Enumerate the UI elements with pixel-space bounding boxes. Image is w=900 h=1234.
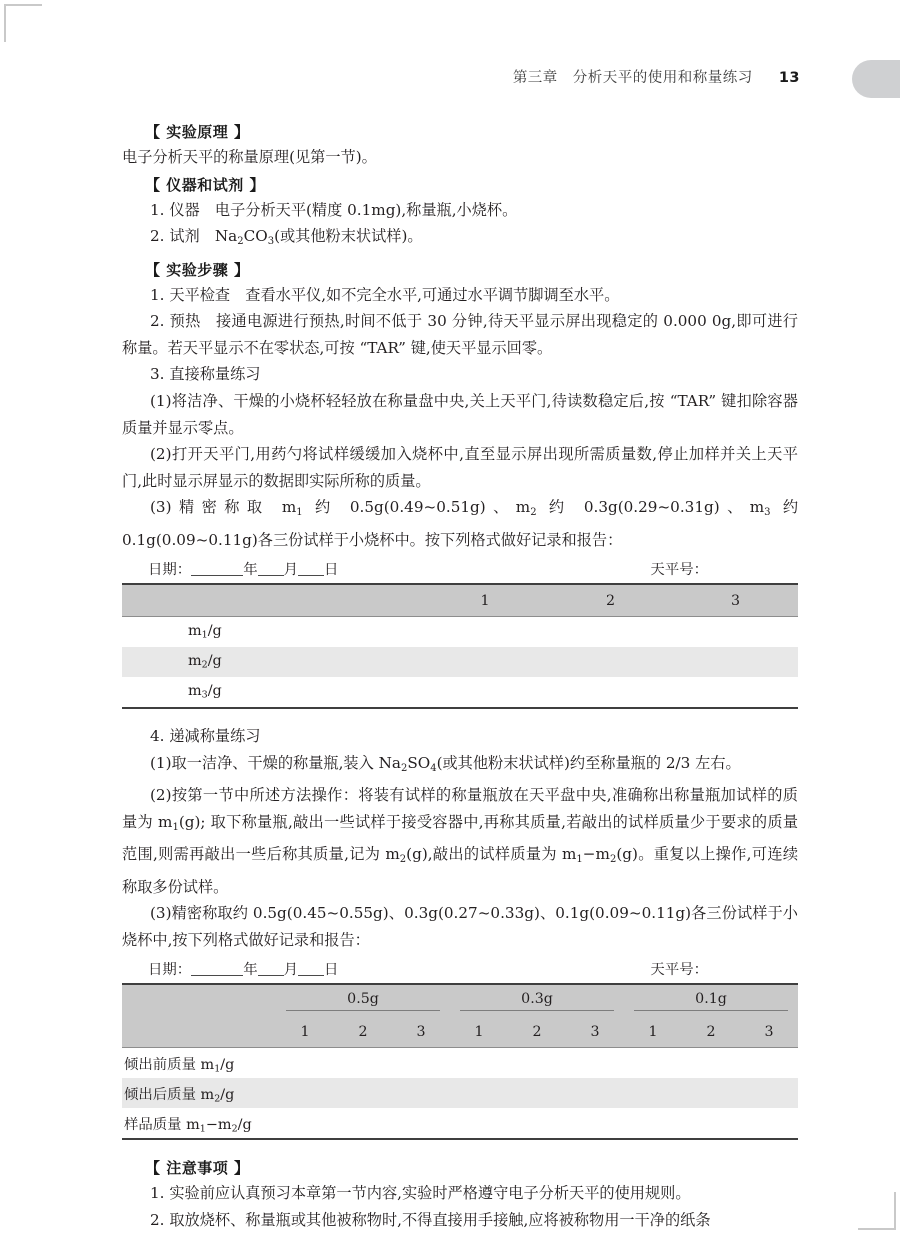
m-sub-c: 1 [576,854,583,866]
year-label: 年 [243,962,258,979]
table-2-cell[interactable] [740,1108,798,1139]
table-1-header-row [122,584,798,617]
m2-text: m [188,653,202,670]
table-2-cell[interactable] [566,1108,624,1139]
step-3-3-b: 约 0.5g(0.49~0.51g)、m [302,498,531,517]
table-2-sub-01g-3: 3 [764,1023,774,1040]
record-table-decremental-weighing [122,983,798,1140]
m-sub-3: 3 [764,507,771,519]
m1-text: m [188,623,202,640]
page-number: 13 [778,70,800,86]
m-sub-1: 1 [296,507,303,519]
table-2-sub-01g-1: 1 [648,1023,658,1040]
reagent-sub-2: 3 [267,235,275,247]
table-2-cell[interactable] [334,1108,392,1139]
step-4-2-c: (g),敲出的试样质量为 m [406,845,577,864]
table-2-cell[interactable] [334,1078,392,1108]
table-1-cell[interactable] [422,677,548,708]
table-row [122,1048,798,1079]
na2so4-sub-2: 4 [430,762,437,774]
table-1-cell[interactable] [548,617,673,648]
table-2-row-label-after [122,1078,276,1108]
table-2-cell[interactable] [392,1048,450,1079]
table-2-group-01g [624,984,798,1016]
table-1-header-col-1: 1 [480,592,490,609]
date-year-blank[interactable] [191,975,243,976]
table-2-header-blank [122,984,276,1048]
table-row [122,1078,798,1108]
table-1-head [122,584,798,617]
table-2-group-header-row [122,984,798,1016]
table-2-cell[interactable] [740,1048,798,1079]
sample-mass-minus: −m [205,1116,232,1133]
na2so4-sub-1: 2 [400,762,408,774]
after-mass-unit: /g [220,1086,235,1103]
section-heading-steps: 【 实验步骤 】 [145,260,250,279]
table-2-group-03g [450,984,624,1016]
day-label: 日 [324,962,339,979]
table-2-cell[interactable] [682,1108,740,1139]
date-label: 日期： [148,562,192,579]
table-2-cell[interactable] [392,1078,450,1108]
section-heading-notes: 【 注意事项 】 [145,1159,250,1178]
note-2: 2. 取放烧杯、称量瓶或其他被称物时,不得直接用手接触,应将被称物用一干净的纸条 [150,1211,711,1230]
reagent-sub-1: 2 [237,235,244,247]
before-mass-unit: /g [220,1056,235,1073]
table-2-cell[interactable] [682,1048,740,1079]
m-sub-2: 2 [530,507,537,519]
table-1-body [122,617,798,709]
date-line-table-2 [122,959,798,981]
table-2-cell[interactable] [624,1108,682,1139]
step-3-3 [122,494,798,553]
m3-unit: /g [207,683,222,700]
group-rule-01g [634,1010,788,1011]
step-4-title: 4. 递减称量练习 [150,727,261,746]
step-4-3: (3)精密称取约 0.5g(0.45~0.55g)、0.3g(0.27~0.33g)、0.1g(0.09~0.11g)各三份试样于小烧杯中,按下列格式做好记录和报告： [122,904,798,949]
balance-number-label: 天平号： [650,962,708,979]
table-1-cell[interactable] [422,647,548,677]
table-2-sub-03g-1: 1 [474,1023,484,1040]
after-mass-text: 倾出后质量 m [124,1086,215,1103]
table-2-cell[interactable] [508,1108,566,1139]
reagent-text-post: (或其他粉末状试样)。 [274,227,423,246]
date-label: 日期： [148,962,192,979]
table-1-cell[interactable] [673,647,798,677]
step-4-1-post: (或其他粉末状试样)约至称量瓶的 2/3 左右。 [436,753,741,772]
table-2-cell[interactable] [334,1048,392,1079]
running-header [0,66,800,87]
table-2-body [122,1048,798,1140]
step-4-2 [122,782,798,900]
table-1-header-col-3: 3 [730,592,741,609]
section-heading-principle: 【 实验原理 】 [145,123,250,141]
date-line-table-1 [122,559,798,581]
step-4-1 [122,750,798,782]
after-mass-subscript: 2 [214,1093,221,1105]
table-2-cell[interactable] [566,1048,624,1079]
m1-subscript: 1 [201,630,208,642]
table-1-row-label-m1 [122,617,422,648]
step-3-3-a: (3)精密称取 m [150,498,297,517]
table-2-cell[interactable] [450,1108,508,1139]
group-label-05g: 0.5g [347,990,379,1007]
table-2-spacer [122,1140,798,1154]
date-month-blank[interactable] [258,975,284,976]
before-mass-subscript: 1 [214,1063,221,1075]
table-1-cell[interactable] [673,617,798,648]
table-2-sub-05g-1: 1 [300,1023,310,1040]
table-2-sub-01g-2: 2 [706,1023,716,1040]
date-year-blank[interactable] [191,575,243,576]
m1-unit: /g [207,623,222,640]
thumb-index-tab [852,60,900,98]
table-2-head [122,984,798,1048]
table-2-cell[interactable] [450,1078,508,1108]
m2-unit: /g [207,653,222,670]
balance-number-label: 天平号： [650,562,708,579]
table-row [122,1108,798,1139]
step-3-1: (1)将洁净、干燥的小烧杯轻轻放在称量盘中央,关上天平门,待读数稳定后,按 “TAR” 键扣除容器质量并显示零点。 [122,391,798,437]
table-1-spacer [122,709,798,723]
month-label: 月 [283,962,298,979]
table-2-cell[interactable] [276,1078,334,1108]
table-2-group-05g [276,984,450,1016]
date-month-blank[interactable] [258,575,284,576]
table-1-cell[interactable] [422,617,548,648]
table-1-cell[interactable] [548,647,673,677]
step-1: 1. 天平检查 查看水平仪,如不完全水平,可通过水平调节脚调至水平。 [150,285,620,304]
table-2-cell[interactable] [740,1078,798,1108]
note-1: 1. 实验前应认真预习本章第一节内容,实验时严格遵守电子分析天平的使用规则。 [150,1184,691,1203]
apparatus-item-1: 1. 仪器 电子分析天平(精度 0.1mg),称量瓶,小烧杯。 [150,200,518,219]
date-day-blank[interactable] [298,975,324,976]
day-label: 日 [324,562,339,579]
table-1-row-label-m2 [122,647,422,677]
table-row [122,617,798,648]
page-content [122,118,798,1234]
table-2-cell[interactable] [450,1048,508,1079]
sample-mass-text: 样品质量 m [124,1116,200,1133]
table-row [122,647,798,677]
table-1-cell[interactable] [548,677,673,708]
step-3-3-c: 约 0.3g(0.29~0.31g)、m [536,498,765,517]
group-label-01g: 0.1g [695,990,727,1007]
table-2-sub-03g-2: 2 [532,1023,542,1040]
table-1-cell[interactable] [673,677,798,708]
table-2-cell[interactable] [508,1048,566,1079]
table-1-row-label-m3 [122,677,422,708]
table-2-row-label-sample [122,1108,276,1139]
step-4-2-e: (g)。重复以上操作,可连续称取多份试样。 [122,845,799,896]
m-sub-d: 2 [609,854,617,866]
step-4-2-d: −m [582,845,610,864]
step-4-1-pre: (1)取一洁净、干燥的称量瓶,装入 Na [150,753,401,772]
reagent-text-pre: 2. 试剂 Na [150,227,238,246]
sample-mass-subscript-1: 1 [199,1123,206,1135]
date-day-blank[interactable] [298,575,324,576]
table-2-cell[interactable] [276,1048,334,1079]
table-2-cell[interactable] [682,1078,740,1108]
record-table-direct-weighing [122,583,798,709]
m3-subscript: 3 [201,690,208,702]
step-3-2: (2)打开天平门,用药勺将试样缓缓加入烧杯中,直至显示屏出现所需质量数,停止加样并关上天平门,此时显示屏显示的数据即实际所称的质量。 [122,445,798,490]
table-row [122,677,798,708]
table-2-sub-03g-3: 3 [590,1023,600,1040]
month-label: 月 [283,562,298,579]
m2-subscript: 2 [201,660,208,672]
step-2: 2. 预热 接通电源进行预热,时间不低于 30 分钟,待天平显示屏出现稳定的 0.000 0g,即可进行称量。若天平显示不在零状态,可按 “TAR” 键,使天平显示回零。 [122,312,798,357]
crop-mark-bottom-right [858,1192,896,1230]
principle-text: 电子分析天平的称量原理(见第一节)。 [122,148,377,166]
m3-text: m [188,683,202,700]
group-label-03g: 0.3g [521,990,553,1007]
step-4-2-b: (g); 取下称量瓶,敲出一些试样于接受容器中,再称其质量,若敲出的试样质量少于要求的质量范围,则需再敲出一些后称其质量,记为 m [122,812,799,864]
group-rule-05g [286,1010,440,1011]
group-rule-03g [460,1010,614,1011]
step-4-2-a: (2)按第一节中所述方法操作：将装有试样的称量瓶放在天平盘中央,准确称出称量瓶加试样的质量为 m [122,786,798,831]
table-2-cell[interactable] [624,1048,682,1079]
sample-mass-subscript-2: 2 [231,1123,238,1135]
m-sub-b: 2 [399,854,407,866]
sample-mass-unit: /g [237,1116,252,1133]
table-2-cell[interactable] [566,1078,624,1108]
apparatus-item-2 [122,223,798,255]
table-2-row-label-before [122,1048,276,1079]
step-3-3-d: 约 0.1g(0.09~0.11g)各三份试样于小烧杯中。按下列格式做好记录和报告： [122,498,799,549]
table-2-sub-05g-2: 2 [358,1023,368,1040]
reagent-text-mid: CO [243,227,268,246]
crop-mark-top-left [4,4,42,42]
table-1-header-col-2: 2 [605,592,616,609]
table-1-header-blank [122,584,422,617]
chapter-title: 第三章 分析天平的使用和称量练习 [512,70,753,86]
table-2-cell[interactable] [276,1108,334,1139]
year-label: 年 [243,562,258,579]
m-sub-a: 1 [172,821,179,833]
before-mass-text: 倾出前质量 m [124,1056,215,1073]
table-2-cell[interactable] [624,1078,682,1108]
section-heading-apparatus: 【 仪器和试剂 】 [145,175,265,194]
step-4-1-mid: SO [407,753,431,772]
table-2-cell[interactable] [392,1108,450,1139]
step-3-title: 3. 直接称量练习 [150,365,261,384]
table-2-sub-05g-3: 3 [416,1023,426,1040]
table-2-cell[interactable] [508,1078,566,1108]
